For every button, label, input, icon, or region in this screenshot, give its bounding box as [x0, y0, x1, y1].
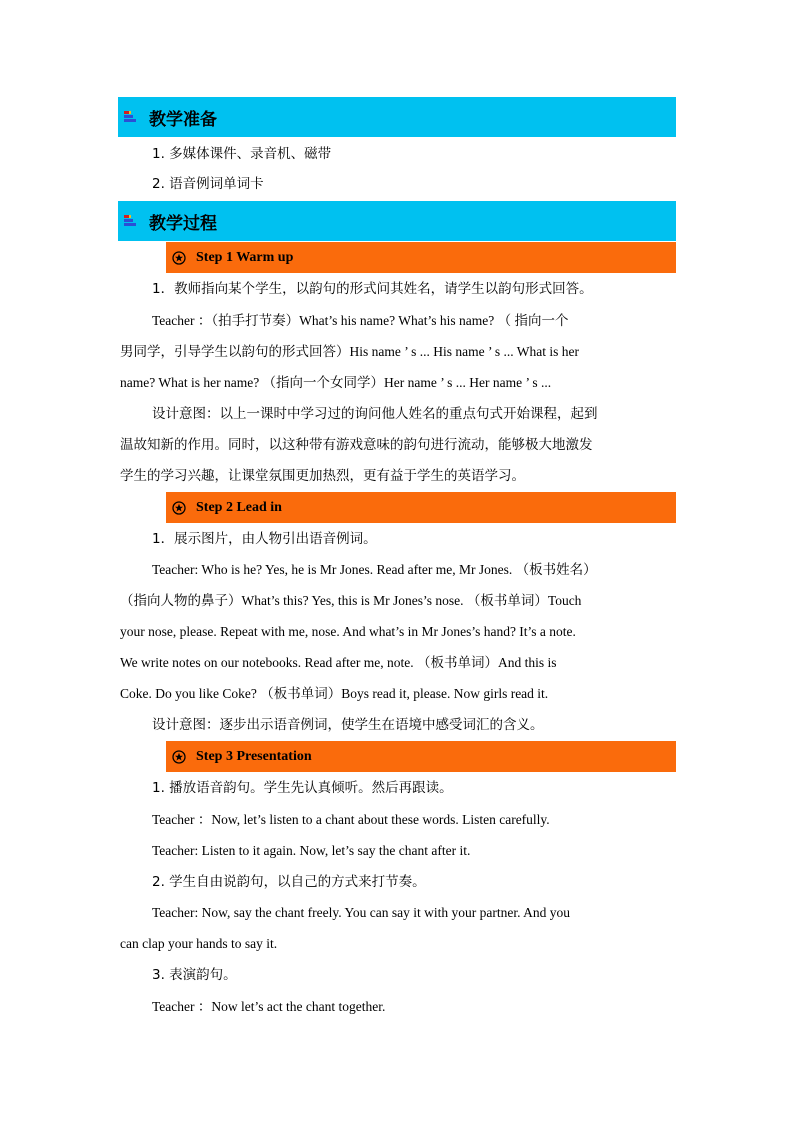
text-line: 设计意图：逐步出示语音例词，使学生在语境中感受词汇的含义。	[152, 717, 544, 733]
text-line: Teacher: Now, say the chant freely. You can say it with your partner. And you	[152, 905, 570, 920]
text-line: 1. 播放语音韵句。学生先认真倾听。然后再跟读。	[152, 780, 453, 796]
text-line: 2. 学生自由说韵句，以自己的方式来打节奏。	[152, 874, 426, 890]
text-line: Teacher ：Now let’s act the chant together.	[152, 999, 386, 1014]
step-label: Step 1 Warm up	[196, 249, 294, 265]
text-line: name? What is her name? （指向一个女同学）Her name ’ s ... Her name ’ s ...	[120, 375, 552, 390]
text-line: 男同学，引导学生以韵句的形式回答）His name ’ s ... His name ’ s ... What is her	[120, 344, 579, 359]
text-line: 1．展示图片，由人物引出语音例词。	[152, 531, 377, 547]
book-stack-icon	[123, 214, 137, 228]
star-circle-icon	[172, 251, 186, 265]
text-line: Teacher: Listen to it again. Now, let’s say the chant after it.	[152, 843, 471, 858]
text-line: Teacher ：Now, let’s listen to a chant about these words. Listen carefully.	[152, 812, 550, 827]
section-header-prep	[118, 97, 676, 137]
step-header-2	[166, 492, 676, 523]
text-line: （指向人物的鼻子）What’s this? Yes, this is Mr Jones’s nose. （板书单词）Touch	[120, 593, 582, 608]
prep-item: 2. 语音例词单词卡	[152, 176, 264, 192]
star-circle-icon	[172, 750, 186, 764]
text-line: 设计意图：以上一课时中学习过的询问他人姓名的重点句式开始课程，起到	[152, 406, 598, 422]
text-line: your nose, please. Repeat with me, nose. And what’s in Mr Jones’s hand? It’s a note.	[120, 624, 576, 639]
text-line: Teacher: Who is he? Yes, he is Mr Jones. Read after me, Mr Jones. （板书姓名）	[152, 562, 597, 577]
section-header-process	[118, 201, 676, 241]
text-line: Coke. Do you like Coke? （板书单词）Boys read it, please. Now girls read it.	[120, 686, 549, 701]
text-line: 温故知新的作用。同时，以这种带有游戏意味的韵句进行流动，能够极大地激发	[120, 437, 593, 453]
star-circle-icon	[172, 501, 186, 515]
step-header-3	[166, 741, 676, 772]
section-title: 教学准备	[149, 109, 217, 130]
step-label: Step 2 Lead in	[196, 499, 282, 515]
text-line: Teacher ：（拍手打节奏）What’s his name? What’s his name? （ 指向一个	[152, 313, 569, 328]
step-label: Step 3 Presentation	[196, 748, 312, 764]
text-line: 1．教师指向某个学生，以韵句的形式问其姓名，请学生以韵句形式回答。	[152, 281, 593, 297]
text-line: 学生的学习兴趣，让课堂氛围更加热烈，更有益于学生的英语学习。	[120, 468, 525, 484]
prep-item: 1. 多媒体课件、录音机、磁带	[152, 146, 332, 162]
book-stack-icon	[123, 110, 137, 124]
text-line: We write notes on our notebooks. Read after me, note. （板书单词）And this is	[120, 655, 557, 670]
text-line: can clap your hands to say it.	[120, 936, 278, 951]
step-header-1	[166, 242, 676, 273]
text-line: 3. 表演韵句。	[152, 967, 237, 983]
section-title: 教学过程	[149, 213, 217, 234]
